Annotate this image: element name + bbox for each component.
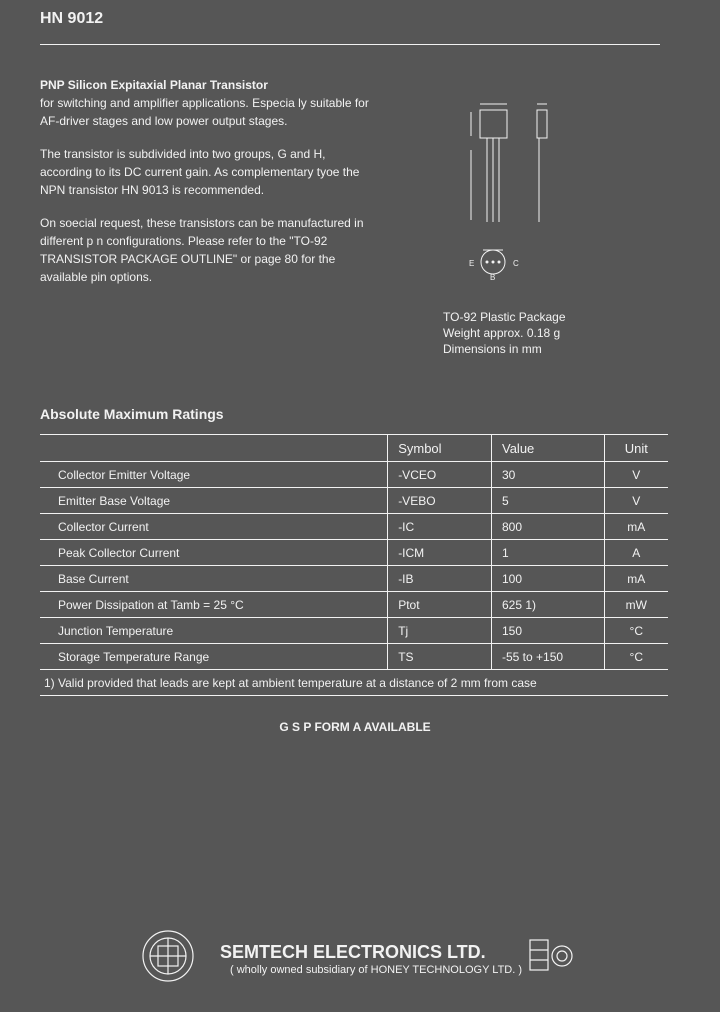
header-rule (40, 44, 660, 45)
value-cell: 5 (492, 488, 605, 514)
value-cell: -55 to +150 (492, 644, 605, 670)
symbol-cell: TS (388, 644, 492, 670)
value-cell: 800 (492, 514, 605, 540)
table-row (40, 566, 668, 592)
ratings-title: Absolute Maximum Ratings (40, 406, 224, 422)
table-row (40, 514, 668, 540)
table-row (40, 592, 668, 618)
company-name: SEMTECH ELECTRONICS LTD. (220, 942, 486, 962)
symbol-cell: -ICM (388, 540, 492, 566)
footnote-row (40, 670, 668, 696)
value-header: Value (492, 435, 605, 462)
param-header (40, 435, 388, 462)
table-row (40, 644, 668, 670)
device-type: PNP Silicon Expitaxial Planar Transistor (40, 78, 268, 92)
table-row (40, 488, 668, 514)
unit-cell: V (604, 488, 668, 514)
param-cell: Junction Temperature (40, 618, 388, 644)
intro-paragraph-3: On soecial request, these transistors can be manufactured in different p n configurations. Please refer to the "TO-92 TRANSISTOR PACKAGE OUTLINE" or page 80 for the available pin options. (40, 216, 364, 284)
unit-cell: °C (604, 644, 668, 670)
table-row (40, 540, 668, 566)
package-info (443, 309, 566, 357)
symbol-cell: -IB (388, 566, 492, 592)
gsp-note: G S P FORM A AVAILABLE (279, 720, 431, 734)
package-weight: Weight approx. 0.18 g (443, 326, 561, 340)
value-cell: 150 (492, 618, 605, 644)
value-cell: 30 (492, 462, 605, 488)
pin-e-label: E (469, 259, 475, 268)
table-row (40, 462, 668, 488)
symbol-cell: -VCEO (388, 462, 492, 488)
unit-cell: mA (604, 566, 668, 592)
pin-b-label: B (490, 273, 496, 280)
param-cell: Collector Emitter Voltage (40, 462, 388, 488)
unit-cell: mW (604, 592, 668, 618)
certification-mark-icon (528, 936, 574, 976)
param-cell: Emitter Base Voltage (40, 488, 388, 514)
param-cell: Base Current (40, 566, 388, 592)
param-cell: Power Dissipation at Tamb = 25 °C (40, 592, 388, 618)
intro-paragraph-1 (40, 76, 370, 130)
unit-cell: A (604, 540, 668, 566)
datasheet-title: HN 9012 (40, 10, 104, 27)
param-cell: Storage Temperature Range (40, 644, 388, 670)
symbol-cell: -VEBO (388, 488, 492, 514)
ratings-table (40, 434, 668, 696)
value-cell: 625 1) (492, 592, 605, 618)
unit-cell: mA (604, 514, 668, 540)
value-cell: 100 (492, 566, 605, 592)
symbol-header: Symbol (388, 435, 492, 462)
symbol-cell: -IC (388, 514, 492, 540)
param-cell: Collector Current (40, 514, 388, 540)
unit-cell: °C (604, 618, 668, 644)
footnote: 1) Valid provided that leads are kept at ambient temperature at a distance of 2 mm from case (40, 670, 668, 696)
package-type: TO-92 Plastic Package (443, 310, 566, 324)
param-cell: Peak Collector Current (40, 540, 388, 566)
intro-paragraph-2: The transistor is subdivided into two groups, G and H, according to its DC current gain. As complementary tyoe the NPN transistor HN 9013 is recommended. (40, 147, 360, 197)
unit-cell: V (604, 462, 668, 488)
subsidiary-note: ( wholly owned subsidiary of HONEY TECHNOLOGY LTD. ) (230, 964, 523, 976)
pin-c-label: C (513, 259, 519, 268)
ratings-header-row (40, 435, 668, 462)
semtech-logo-icon (140, 928, 196, 984)
to92-package-drawing (455, 90, 585, 280)
value-cell: 1 (492, 540, 605, 566)
symbol-cell: Tj (388, 618, 492, 644)
device-application: for switching and amplifier applications. Especia ly suitable for AF-driver stages and low power output stages. (40, 96, 369, 128)
table-row (40, 618, 668, 644)
unit-header: Unit (604, 435, 668, 462)
intro-text (40, 76, 370, 301)
package-units: Dimensions in mm (443, 342, 542, 356)
symbol-cell: Ptot (388, 592, 492, 618)
